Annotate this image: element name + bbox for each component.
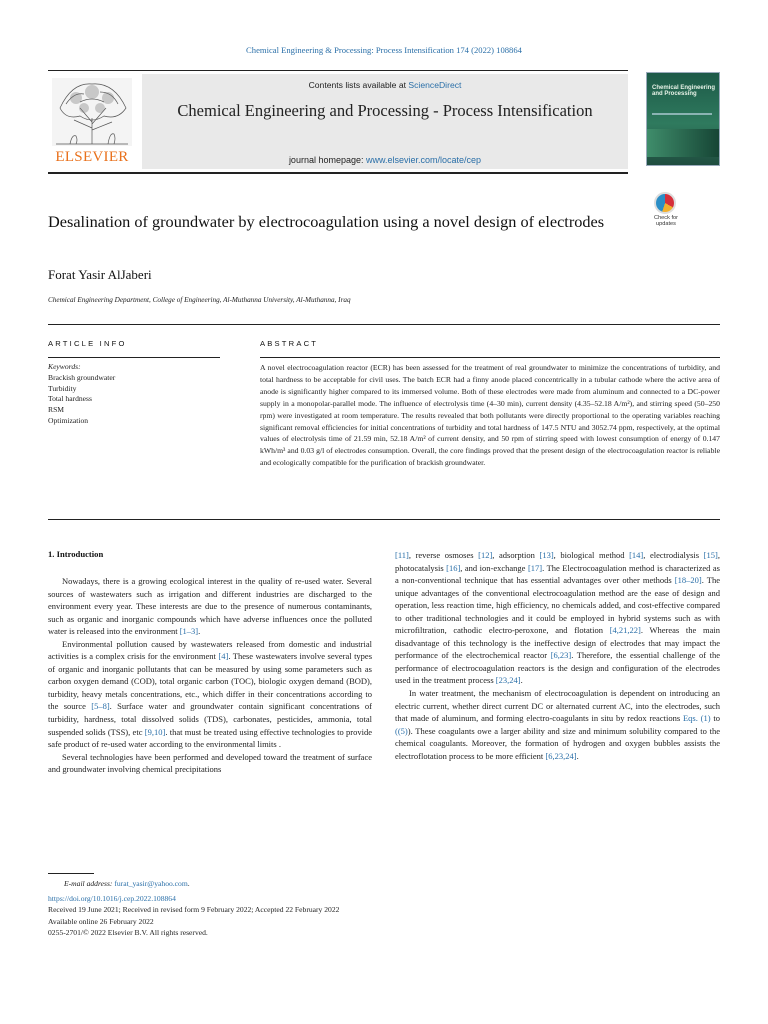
body-text: Environmental pollution caused by wastewaters released from domestic and industrial activities is a complex crisis for the environment (48, 638, 372, 662)
body-text: . Whereas the main disadvantage of this technology is the ineffective design of electrodes that may impact the performance of the electrochemical reactor (395, 625, 720, 661)
citation-link[interactable]: [13] (539, 550, 554, 560)
header-top-rule (48, 70, 628, 71)
body-text: Nowadays, there is a growing ecological interest in the quality of re-used water. Several sources of wastewaters such as irrigation and different industries are discharged to the environment every year. These interests are due to the presence of numerous contaminants, such as organic and inorganic compounds which have adverse influences once the polluted water is released into the environment (48, 576, 372, 637)
citation-link[interactable]: [4] (218, 651, 229, 662)
keyword-item: Optimization (48, 415, 89, 425)
article-info-rule (48, 357, 220, 358)
body-text: . that must be treated using effective technologies to provide safe product of re-used water according to the environmental limits . (48, 726, 373, 750)
homepage-prefix: journal homepage: (288, 155, 366, 165)
keywords-block (48, 362, 220, 427)
footnotes (48, 878, 548, 939)
citation-link[interactable]: [5–8] (91, 701, 110, 712)
contents-line (142, 80, 628, 90)
equation-link[interactable]: Eqs. (1) (682, 713, 711, 724)
body-text: . (576, 750, 579, 761)
author-name[interactable]: Forat Yasir AlJaberi (48, 267, 152, 282)
citation-link[interactable]: [1–3] (179, 626, 199, 637)
contents-prefix: Contents lists available at (308, 80, 409, 90)
citation-link[interactable]: [11] (395, 550, 409, 560)
paragraph (395, 549, 720, 687)
cover-title: Chemical Engineering and Processing (652, 85, 716, 98)
abstract-rule (260, 357, 720, 358)
header-bottom-rule (48, 172, 628, 174)
body-text: , reverse osmoses (408, 550, 479, 560)
body-text: , biological method (553, 550, 630, 560)
sciencedirect-link[interactable]: ScienceDirect (408, 80, 462, 90)
citation-link[interactable]: [9,10] (144, 726, 166, 737)
body-text: . These wastewaters involve several types of organic and inorganic pollutants that can be measured by using some parameters such as carbon oxygen demand (COD), total organic carbon (TOC), biologic oxygen demand (BOD), turbidity, heavy metals concentrations, etc., which differ in their concentrations according to the source (48, 651, 373, 712)
citation-link[interactable]: [17] (527, 562, 543, 573)
abstract-heading: ABSTRACT (260, 339, 319, 348)
body-text: ). These coagulants owe a larger ability and size and minimum solubility compared to the chemical coagulants. Moreover, the formation of hydrogen and oxygen bubbles assists the electroflotation process to be more efficient (395, 725, 720, 761)
journal-title: Chemical Engineering and Processing - Process Intensification (177, 101, 593, 120)
citation-link[interactable]: [18–20] (674, 575, 702, 586)
keyword-item: Brackish groundwater (48, 372, 116, 382)
publisher-name: ELSEVIER (55, 149, 129, 165)
body-text: Several technologies have been performed and developed toward the treatment of surface and groundwater involving chemical precipitations (48, 751, 372, 775)
doi-link[interactable]: https://doi.org/10.1016/j.cep.2022.108864 (48, 893, 176, 903)
body-text: In water treatment, the mechanism of electrocoagulation is dependent on introducing an electric current, whether direct current DC or alternated current AC, into the electrodes, such that made of aluminum, and forming electro-coagulants in situ by redox reactions (395, 688, 720, 724)
body-text: . Surface water and groundwater contain significant concentrations of turbidity, hardness, total dissolved solids (TDS), carbonates, pesticides, ammonia, total suspended solids (TSS), etc (48, 701, 372, 737)
journal-cover-image[interactable] (646, 72, 720, 166)
body-text: . (198, 626, 201, 637)
affiliation-rule (48, 324, 720, 325)
body-text: , and ion-exchange (460, 562, 528, 573)
journal-citation-link[interactable]: Chemical Engineering & Processing: Process Intensification 174 (2022) 108864 (246, 45, 522, 55)
abstract-bottom-rule (48, 519, 720, 520)
citation-link[interactable]: [14] (629, 550, 644, 560)
body-text: . Therefore, the essential challenge of the performance of electrocoagulation reactors is the design and configuration of the electrodes used in the treatment process (395, 650, 720, 686)
online-date: Available online 26 February 2022 (48, 916, 154, 926)
paragraph (48, 575, 372, 638)
homepage-line (142, 155, 628, 165)
author-email-link[interactable]: furat_yasir@yahoo.com (114, 879, 188, 888)
paragraph (395, 687, 720, 762)
crossmark-icon (654, 192, 676, 214)
abstract-text: A novel electrocoagulation reactor (ECR) has been assessed for the treatment of real groundwater to minimize the concentrations of turbidity, and total hardness to be acceptable for civil uses. The batch ECR had a finny anode placed concentrically in a tubular cathode where the active area of anode is significantly higher compared to its immersed volume. Both of these electrodes were made from aluminum and connected to a DC-power supply in a monopolar-parallel mode. The influence of electrolysis time (4–30 min), current density (4.35–52.18 A/m²), and stirring speed (50–250 rpm) were investigated at room temperature. The results revealed that both pollutants were directly proportional to the operating variables reaching significant removal efficiencies for initial concentrations of turbidity and total hardness of 147.5 NTU and 3052.74 ppm, respectively, at the optimal values of electrolysis time of 21.59 min, 52.18 A/m² of current density, and 50 rpm of stirring speed with lowest consumption of energy of 0.147 kWh/m³ and 0.03 g/l of electrodes consumption. Overall, the core findings proved that the present design of the electrocoagulation reactor is reliable and ecologically compatible for the purification of brackish groundwater. (260, 363, 720, 468)
article-title: Desalination of groundwater by electrocoagulation using a novel design of electrodes (48, 212, 605, 231)
introduction-heading: 1. Introduction (48, 549, 104, 559)
citation-link[interactable]: [15] (703, 550, 718, 560)
crossmark-label: Check for updates (654, 215, 678, 227)
body-text: . The Electrocoagulation method is characterized as a non-conventional technique that has essential advantages over other methods (395, 562, 720, 586)
keywords-label: Keywords: (48, 362, 81, 371)
body-column-left (48, 575, 372, 776)
elsevier-logo (48, 78, 136, 166)
paragraph (48, 751, 372, 776)
copyright-notice: 0255-2701/© 2022 Elsevier B.V. All rights reserved. (48, 928, 208, 937)
equation-link[interactable]: ((5) (395, 725, 408, 736)
body-text: . (520, 675, 523, 686)
cover-art (647, 129, 719, 157)
paragraph (48, 638, 372, 751)
body-text: to (710, 713, 720, 724)
body-text: , adsorption (492, 550, 540, 560)
cover-divider (652, 113, 712, 115)
elsevier-tree-icon (52, 78, 132, 146)
journal-homepage-link[interactable]: www.elsevier.com/locate/cep (366, 155, 482, 165)
citation-link[interactable]: [12] (478, 550, 493, 560)
body-column-right (395, 549, 720, 762)
citation-link[interactable]: [16] (446, 562, 461, 573)
email-end: . (187, 879, 190, 888)
received-dates: Received 19 June 2021; Received in revised form 9 February 2022; Accepted 22 February 2022 (48, 905, 340, 914)
footnote-rule (48, 873, 94, 874)
body-text: . The unique advantages of the conventional electrocoagulation method are the ease of design and operation, less reaction time, high efficiency, no chemicals added, and cost-effective compared to other traditional technologies and it could be employed in hybrid systems such as with microfiltration, cathodic electro-peroxone, and flotation (395, 575, 721, 636)
email-row (48, 878, 548, 890)
citation-link[interactable]: [6,23] (550, 650, 572, 661)
author-affiliation: Chemical Engineering Department, College of Engineering, Al-Muthanna University, Al-Muthanna, Iraq (48, 296, 351, 304)
keyword-item: RSM (48, 405, 65, 415)
article-info-heading: ARTICLE INFO (48, 339, 127, 348)
keyword-item: Turbidity (48, 383, 77, 393)
body-text: , photocatalysis (395, 550, 720, 573)
citation-link[interactable]: [6,23,24] (545, 750, 577, 761)
body-text: , electrodialysis (643, 550, 704, 560)
email-label: E-mail address: (64, 879, 115, 888)
citation-link[interactable]: [4,21,22] (609, 625, 641, 636)
check-for-updates-button[interactable] (646, 192, 686, 232)
keyword-item: Total hardness (48, 394, 92, 404)
citation-link[interactable]: [23,24] (495, 675, 521, 686)
